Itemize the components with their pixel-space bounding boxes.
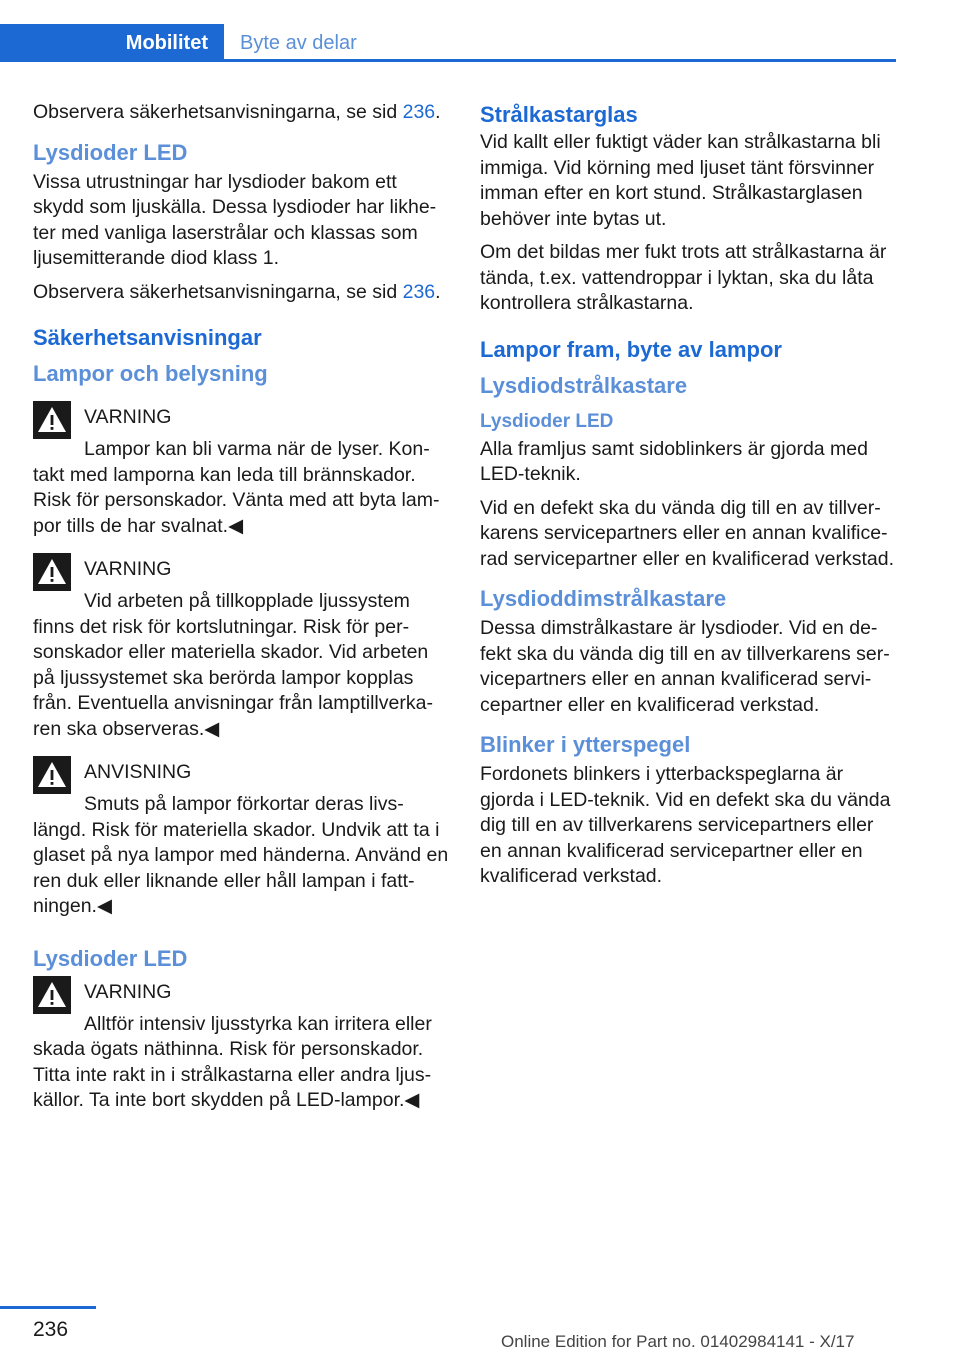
heading-mirror-blinker: Blinker i ytterspegel <box>480 732 691 757</box>
safety-ref-paragraph <box>33 100 449 126</box>
text: . <box>435 101 441 123</box>
caution-notice <box>33 760 449 920</box>
text: . <box>435 280 441 303</box>
notice-body: Alltför intensiv ljusstyrka kan irritera eller skada ögats näthinna. Risk för personskador. Titta inte rakt in i strålkastarna eller andra ljuskällor. Ta inte bort skydden på LED-lampor.◀ <box>33 1012 432 1111</box>
led-paragraph-2: Vid en defekt ska du vända dig till en av tillverkarens servicepartners eller en annan kvalificerad servicepartner eller en kvalificerad verkstad. <box>480 496 895 570</box>
notice-title: VARNING <box>84 980 172 1003</box>
notice-title: VARNING <box>84 558 172 580</box>
safety-ref-paragraph-2 <box>33 280 449 306</box>
warning-triangle-icon <box>33 976 71 1014</box>
warning-notice <box>33 405 449 539</box>
heading-glass: Strålkastarglas <box>480 102 638 127</box>
led-paragraph: Vissa utrustningar har lysdioder bakom ett skydd som ljuskälla. Dessa lysdioder har likheter med vanliga laserstrålar och klassas som ljusemitterande diod klass 1. <box>33 170 437 269</box>
right-column <box>480 100 896 898</box>
heading-led-2: Lysdioder LED <box>33 945 188 971</box>
warning-triangle-icon <box>33 401 71 439</box>
notice-body: Smuts på lampor förkortar deras livslängd. Risk för materiella skador. Undvik att ta i glaset på nya lampor med händerna. Använd en ren duk eller liknande eller håll lampan i fattningen.◀ <box>33 793 449 917</box>
page-link[interactable]: 236 <box>402 101 436 123</box>
notice-title: VARNING <box>84 406 172 428</box>
warning-notice <box>33 557 449 742</box>
text: Observera säkerhetsanvisningarna, se sid <box>33 280 403 303</box>
page-link[interactable]: 236 <box>402 280 436 303</box>
notice-title: ANVISNING <box>84 761 192 783</box>
mirror-paragraph: Fordonets blinkers i ytterbackspeglarna är gjorda i LED-teknik. Vid en defekt ska du vända dig till en av tillverkarens servicepartners eller en annan kvalificerad servicepartner eller en kvalificerad verkstad. <box>480 763 891 887</box>
text: Observera säkerhetsanvisningarna, se sid <box>33 101 403 123</box>
edition-text: Online Edition for Part no. 01402984141 - X/17 <box>501 1332 855 1351</box>
heading-led: Lysdioder LED <box>33 139 188 165</box>
header-rule <box>0 59 896 62</box>
warning-notice <box>33 980 449 1114</box>
fog-paragraph: Dessa dimstrålkastare är lysdioder. Vid en defekt ska du vända dig till en av tillverkarens servicepartners eller en annan kvalificerad servicepartner eller en kvalificerad verkstad. <box>480 617 890 716</box>
heading-safety: Säkerhetsanvisningar <box>33 325 262 350</box>
tab-mobilitet[interactable]: Mobilitet <box>0 24 224 62</box>
warning-triangle-icon <box>33 553 71 591</box>
header-bar <box>0 24 896 62</box>
notice-body: Lampor kan bli varma när de lyser. Kontakt med lamporna kan leda till brännskador. Risk för personskador. Vänta med att byta lampor tills de har svalnat.◀ <box>33 438 440 537</box>
glass-paragraph-2: Om det bildas mer fukt trots att strålkastarna är tända, t.ex. vattendroppar i lyktan, ska du låta kontrollera strålkastarna. <box>480 241 887 314</box>
heading-led-small: Lysdioder LED <box>480 410 614 432</box>
notice-body: Vid arbeten på tillkopplade ljussystem finns det risk för kortslutningar. Risk för personskador eller materiella skador. Vid arbeten på ljussystemet ska berörda lampor kopplas från. Eventuella anvisningar från lamptillverkaren ska observeras.◀ <box>33 590 433 740</box>
footer-rule <box>0 1306 96 1309</box>
warning-triangle-icon <box>33 756 71 794</box>
glass-paragraph-1: Vid kallt eller fuktigt väder kan strålkastarna bli immiga. Vid körning med ljuset tänt försvinner imman efter en kort stund. Strålkastarglasen behöver inte bytas ut. <box>480 131 881 230</box>
heading-front-lamps: Lampor fram, byte av lampor <box>480 336 782 362</box>
heading-fog-lights: Lysdioddimstrålkastare <box>480 586 727 611</box>
tab-byte-av-delar[interactable]: Byte av delar <box>240 32 357 54</box>
left-column <box>33 100 449 1128</box>
page-number: 236 <box>33 1318 69 1341</box>
led-paragraph-1: Alla framljus samt sidoblinkers är gjorda med LED-teknik. <box>480 437 868 485</box>
heading-lamps: Lampor och belysning <box>33 361 268 386</box>
heading-diode-headlights: Lysdiodstrålkastare <box>480 372 688 398</box>
